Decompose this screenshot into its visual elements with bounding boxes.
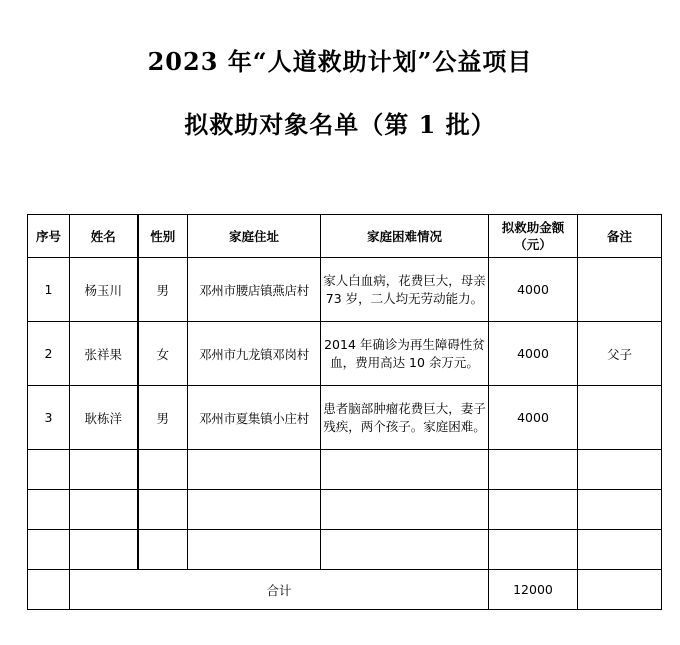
empty-cell	[70, 450, 138, 490]
cell-address: 邓州市夏集镇小庄村	[188, 386, 321, 450]
cell-no: 3	[28, 386, 70, 450]
empty-row	[28, 450, 662, 490]
cell-no: 1	[28, 258, 70, 322]
total-row	[28, 570, 662, 610]
cell-situation: 2014 年确诊为再生障碍性贫血，费用高达 10 余万元。	[321, 322, 489, 386]
empty-cell	[138, 490, 188, 530]
empty-cell	[578, 530, 662, 570]
cell-remark: 父子	[578, 322, 662, 386]
cell-name: 耿栋洋	[70, 386, 138, 450]
header-situation: 家庭困难情况	[321, 215, 489, 258]
empty-cell	[321, 450, 489, 490]
cell-no: 2	[28, 322, 70, 386]
empty-row	[28, 530, 662, 570]
empty-cell	[489, 530, 578, 570]
cell-amount: 4000	[489, 386, 578, 450]
empty-cell	[321, 530, 489, 570]
cell-name: 张祥果	[70, 322, 138, 386]
header-no: 序号	[28, 215, 70, 258]
cell-amount: 4000	[489, 258, 578, 322]
empty-cell	[138, 450, 188, 490]
table-row	[28, 386, 662, 450]
beneficiary-table	[27, 214, 662, 610]
empty-cell	[188, 530, 321, 570]
header-amount: 拟救助金额（元）	[489, 215, 578, 258]
empty-cell	[321, 490, 489, 530]
cell-address: 邓州市九龙镇邓岗村	[188, 322, 321, 386]
empty-cell	[138, 530, 188, 570]
empty-cell	[489, 450, 578, 490]
document-subtitle: 拟救助对象名单（第 1 批）	[184, 110, 496, 139]
cell-name: 杨玉川	[70, 258, 138, 322]
empty-cell	[70, 530, 138, 570]
cell-gender: 男	[138, 258, 188, 322]
cell-gender: 男	[138, 386, 188, 450]
empty-cell	[188, 490, 321, 530]
empty-cell	[578, 450, 662, 490]
header-row	[28, 215, 662, 258]
header-gender: 性别	[138, 215, 188, 258]
empty-cell	[28, 450, 70, 490]
cell-amount: 4000	[489, 322, 578, 386]
empty-cell	[70, 490, 138, 530]
header-remark: 备注	[578, 215, 662, 258]
table-row	[28, 322, 662, 386]
empty-row	[28, 490, 662, 530]
cell-gender: 女	[138, 322, 188, 386]
empty-cell	[489, 490, 578, 530]
header-name: 姓名	[70, 215, 138, 258]
empty-cell	[578, 570, 662, 610]
empty-cell	[28, 530, 70, 570]
cell-situation: 患者脑部肿瘤花费巨大，妻子残疾，两个孩子。家庭困难。	[321, 386, 489, 450]
cell-remark	[578, 386, 662, 450]
cell-remark	[578, 258, 662, 322]
empty-cell	[188, 450, 321, 490]
header-address: 家庭住址	[188, 215, 321, 258]
empty-cell	[578, 490, 662, 530]
document-title: 2023 年“人道救助计划”公益项目	[147, 47, 533, 76]
empty-cell	[28, 570, 70, 610]
total-label: 合计	[70, 570, 489, 610]
cell-address: 邓州市腰店镇燕店村	[188, 258, 321, 322]
empty-cell	[28, 490, 70, 530]
total-amount: 12000	[489, 570, 578, 610]
table-row	[28, 258, 662, 322]
cell-situation: 家人白血病，花费巨大，母亲 73 岁，二人均无劳动能力。	[321, 258, 489, 322]
